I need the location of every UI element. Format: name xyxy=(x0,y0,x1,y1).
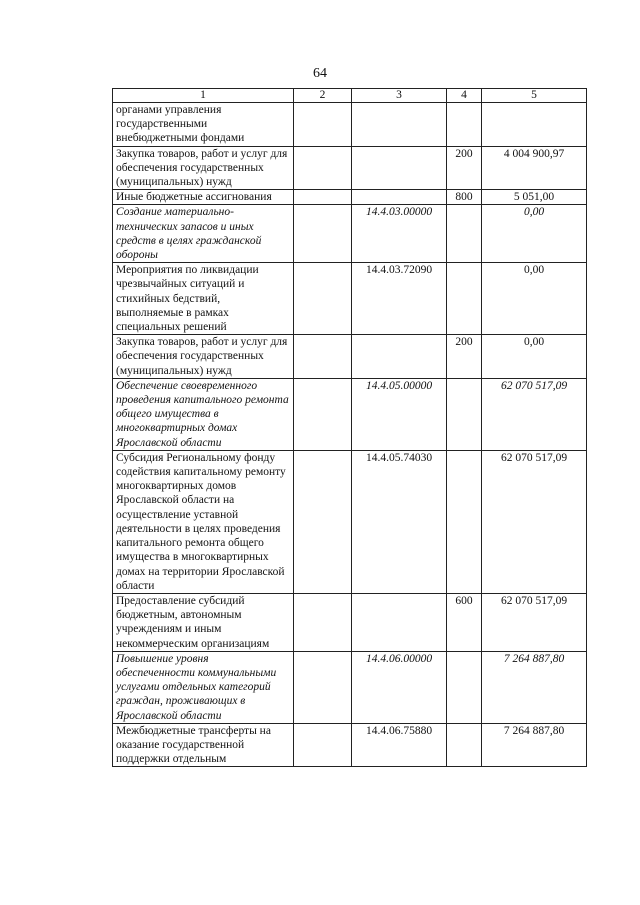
cell-name: Закупка товаров, работ и услуг для обеспечения государственных (муниципальных) нужд xyxy=(113,146,294,190)
table-row xyxy=(113,103,587,147)
header-col-5: 5 xyxy=(482,89,587,103)
cell-program xyxy=(294,103,352,147)
cell-code xyxy=(352,146,447,190)
cell-code: 14.4.06.75880 xyxy=(352,723,447,767)
cell-code xyxy=(352,190,447,205)
cell-amount: 0,00 xyxy=(482,335,587,379)
table-header-row xyxy=(113,89,587,103)
table-row xyxy=(113,723,587,767)
header-col-4: 4 xyxy=(447,89,482,103)
table-row xyxy=(113,190,587,205)
table-row xyxy=(113,335,587,379)
cell-code: 14.4.05.00000 xyxy=(352,378,447,450)
page-number: 64 xyxy=(313,66,327,81)
cell-program xyxy=(294,335,352,379)
table-body xyxy=(113,103,587,767)
cell-code: 14.4.06.00000 xyxy=(352,651,447,723)
header-col-2: 2 xyxy=(294,89,352,103)
cell-code: 14.4.03.00000 xyxy=(352,205,447,263)
table-row xyxy=(113,378,587,450)
cell-code xyxy=(352,335,447,379)
cell-name: Межбюджетные трансферты на оказание государственной поддержки отдельным xyxy=(113,723,294,767)
table-row xyxy=(113,651,587,723)
cell-vr xyxy=(447,378,482,450)
cell-vr xyxy=(447,723,482,767)
cell-vr xyxy=(447,103,482,147)
cell-program xyxy=(294,450,352,593)
cell-code xyxy=(352,593,447,651)
header-col-1: 1 xyxy=(113,89,294,103)
cell-amount: 62 070 517,09 xyxy=(482,378,587,450)
cell-name: Закупка товаров, работ и услуг для обеспечения государственных (муниципальных) нужд xyxy=(113,335,294,379)
cell-program xyxy=(294,378,352,450)
cell-code: 14.4.05.74030 xyxy=(352,450,447,593)
cell-program xyxy=(294,263,352,335)
cell-program xyxy=(294,651,352,723)
cell-amount: 0,00 xyxy=(482,205,587,263)
cell-code: 14.4.03.72090 xyxy=(352,263,447,335)
cell-vr: 200 xyxy=(447,146,482,190)
table-row xyxy=(113,205,587,263)
cell-name: органами управления государственными внебюджетными фондами xyxy=(113,103,294,147)
cell-amount: 62 070 517,09 xyxy=(482,450,587,593)
cell-amount: 5 051,00 xyxy=(482,190,587,205)
cell-name: Субсидия Региональному фонду содействия капитальному ремонту многоквартирных домов Ярославской области на осуществление уставной деятельности в целях проведения капитального ремонта общего имущества в многоквартирных домах на территории Ярославской области xyxy=(113,450,294,593)
table-row xyxy=(113,593,587,651)
cell-program xyxy=(294,205,352,263)
cell-vr: 800 xyxy=(447,190,482,205)
cell-name: Создание материально-технических запасов и иных средств в целях гражданской обороны xyxy=(113,205,294,263)
cell-code xyxy=(352,103,447,147)
cell-name: Обеспечение своевременного проведения капитального ремонта общего имущества в многоквартирных домах Ярославской области xyxy=(113,378,294,450)
cell-program xyxy=(294,593,352,651)
budget-table xyxy=(112,88,587,767)
table-row xyxy=(113,450,587,593)
cell-amount xyxy=(482,103,587,147)
cell-program xyxy=(294,723,352,767)
cell-vr xyxy=(447,205,482,263)
table-row xyxy=(113,146,587,190)
cell-name: Предоставление субсидий бюджетным, автономным учреждениям и иным некоммерческим организациям xyxy=(113,593,294,651)
cell-amount: 7 264 887,80 xyxy=(482,723,587,767)
cell-vr xyxy=(447,450,482,593)
cell-vr xyxy=(447,263,482,335)
cell-amount: 7 264 887,80 xyxy=(482,651,587,723)
cell-amount: 62 070 517,09 xyxy=(482,593,587,651)
cell-name: Иные бюджетные ассигнования xyxy=(113,190,294,205)
cell-vr: 200 xyxy=(447,335,482,379)
cell-name: Повышение уровня обеспеченности коммунальными услугами отдельных категорий граждан, проживающих в Ярославской области xyxy=(113,651,294,723)
cell-vr xyxy=(447,651,482,723)
table-row xyxy=(113,263,587,335)
cell-vr: 600 xyxy=(447,593,482,651)
cell-amount: 0,00 xyxy=(482,263,587,335)
cell-program xyxy=(294,190,352,205)
cell-amount: 4 004 900,97 xyxy=(482,146,587,190)
header-col-3: 3 xyxy=(352,89,447,103)
cell-program xyxy=(294,146,352,190)
cell-name: Мероприятия по ликвидации чрезвычайных ситуаций и стихийных бедствий, выполняемые в рамках специальных решений xyxy=(113,263,294,335)
